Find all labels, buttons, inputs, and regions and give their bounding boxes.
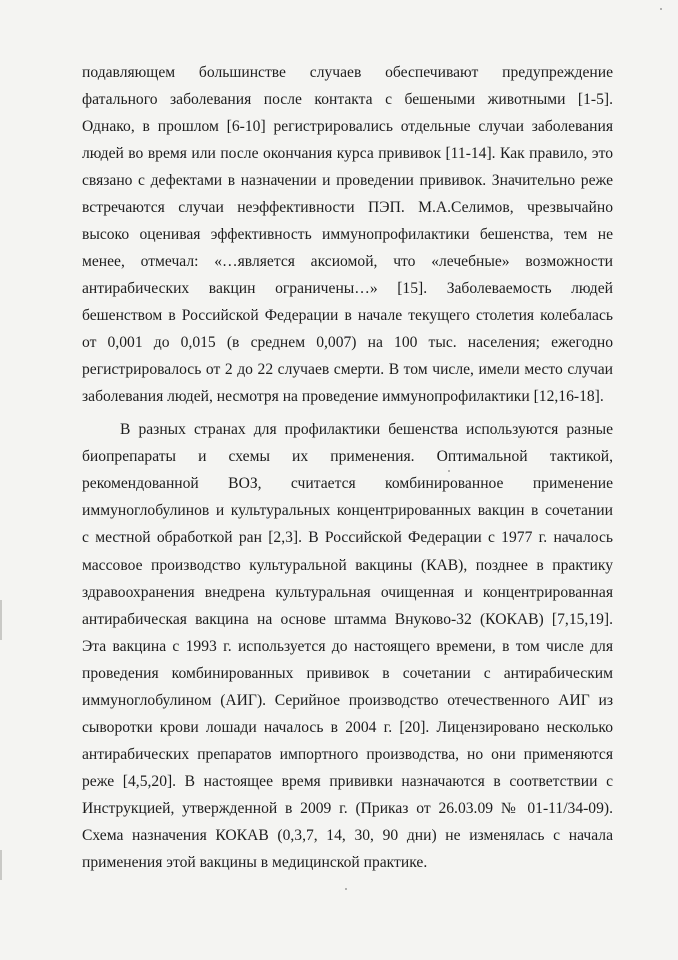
- text-line: антирабических препаратов импортного производства, но они применяются: [82, 746, 613, 763]
- text-line: фатального заболевания после контакта с бешеными животными [1-5].: [82, 91, 613, 108]
- scan-speck: [448, 470, 450, 472]
- text-line: связано с дефектами в назначении и проведении прививок. Значительно реже: [82, 172, 613, 189]
- text-line: сыворотки крови лошади началось в 2004 г. [20]. Лицензировано несколько: [82, 719, 613, 736]
- scan-speck: [345, 888, 347, 890]
- text-line: здравоохранения внедрена культуральная очищенная и концентрированная: [82, 584, 613, 601]
- text-line: проведения комбинированных прививок в сочетании с антирабическим: [82, 665, 613, 682]
- text-line: массовое производство культуральной вакцины (КАВ), позднее в практику: [82, 557, 613, 574]
- scan-edge-mark: [0, 850, 2, 880]
- text-line: Однако, в прошлом [6-10] регистрировались отдельные случаи заболевания: [82, 118, 613, 135]
- text-line: встречаются случаи неэффективности ПЭП. М.А.Селимов, чрезвычайно: [82, 199, 613, 216]
- text-line: людей во время или после окончания курса прививок [11-14]. Как правило, это: [82, 145, 613, 162]
- text-line: Эта вакцина с 1993 г. используется до настоящего времени, в том числе для: [82, 638, 613, 655]
- text-line: применения этой вакцины в медицинской практике.: [82, 854, 428, 871]
- text-line: регистрировалось от 2 до 22 случаев смерти. В том числе, имели место случаи: [82, 361, 613, 378]
- text-line: антирабических вакцин ограничены…» [15]. Заболеваемость людей: [82, 280, 613, 297]
- text-line: иммуноглобулином (АИГ). Серийное производство отечественного АИГ из: [82, 692, 613, 709]
- text-line: от 0,001 до 0,015 (в среднем 0,007) на 100 тыс. населения; ежегодно: [82, 334, 613, 351]
- text-line: В разных странах для профилактики бешенства используются разные: [120, 421, 613, 438]
- text-line: антирабическая вакцина на основе штамма Внуково-32 (КОКАВ) [7,15,19].: [82, 611, 613, 628]
- text-line: рекомендованной ВОЗ, считается комбинированное применение: [82, 475, 613, 492]
- text-line: Схема назначения КОКАВ (0,3,7, 14, 30, 90 дни) не изменялась с начала: [82, 827, 613, 844]
- text-line: высоко оценивая эффективность иммунопрофилактики бешенства, тем не: [82, 226, 613, 243]
- text-line: биопрепараты и схемы их применения. Оптимальной тактикой,: [82, 448, 613, 465]
- text-line: бешенством в Российской Федерации в начале текущего столетия колебалась: [82, 307, 613, 324]
- scan-speck: [660, 8, 662, 10]
- text-line: иммуноглобулинов и культуральных концентрированных вакцин в сочетании: [82, 502, 613, 519]
- text-line: реже [4,5,20]. В настоящее время прививки назначаются в соответствии с: [82, 773, 613, 790]
- text-line: с местной обработкой ран [2,3]. В Российской Федерации с 1977 г. началось: [82, 529, 613, 546]
- text-line: Инструкцией, утвержденной в 2009 г. (Приказ от 26.03.09 № 01-11/34-09).: [82, 800, 613, 817]
- text-line: подавляющем большинстве случаев обеспечивают предупреждение: [82, 64, 613, 81]
- scan-edge-mark: [0, 600, 2, 640]
- text-line: заболевания людей, несмотря на проведение иммунопрофилактики [12,16-18].: [82, 388, 604, 405]
- text-line: менее, отмечал: «…является аксиомой, что «лечебные» возможности: [82, 253, 613, 270]
